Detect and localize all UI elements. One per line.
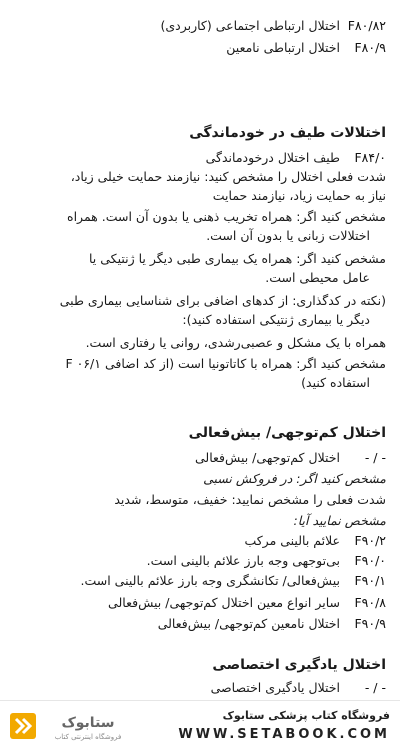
list-item — [6, 16, 386, 35]
code: F۹۰/۰ — [354, 553, 386, 568]
list-item — [6, 571, 386, 590]
code: - / - — [364, 450, 386, 465]
item-text: سایر انواع معین اختلال کم‌توجهی/ بیش‌فعالی — [108, 595, 340, 610]
item-text: بی‌توجهی وجه بارز علائم بالینی است. — [146, 553, 340, 568]
item-text: اختلال کم‌توجهی/ بیش‌فعالی — [194, 450, 340, 465]
list-item — [6, 448, 386, 467]
store-url[interactable]: WWW.SETABOOK.COM — [178, 727, 390, 742]
code: F۸۰/۸۲ — [347, 18, 386, 33]
section-heading: اختلال کم‌توجهی/ بیش‌فعالی — [188, 425, 386, 441]
text-line: اختلالات زبانی یا بدون آن است. — [206, 228, 370, 243]
store-name: فروشگاه کتاب پزشکی ستابوک — [222, 709, 390, 722]
list-item — [6, 38, 386, 57]
item-text: بیش‌فعالی/ تکانشگری وجه بارز علائم بالینی است. — [80, 573, 340, 588]
section-heading: اختلالات طیف در خودماندگی — [189, 125, 386, 141]
text-line: عامل محیطی است. — [265, 270, 370, 285]
setabook-logo — [8, 709, 128, 743]
text-line: همراه با یک مشکل و عصبی‌رشدی، روانی یا رفتاری است. — [85, 335, 386, 350]
text-line: مشخص کنید اگر: در فروکش نسبی — [203, 471, 386, 486]
list-item — [6, 551, 386, 570]
list-item — [6, 531, 386, 550]
text-line: شدت فعلی اختلال را مشخص کنید: نیازمند حمایت خیلی زیاد، — [70, 169, 386, 184]
code: F۹۰/۲ — [354, 533, 386, 548]
text-line: شدت فعلی را مشخص نمایید: خفیف، متوسط، شدید — [114, 492, 386, 507]
code: F۸۴/۰ — [354, 150, 386, 165]
text-line: (نکته در کدگذاری: از کدهای اضافی برای شناسایی بیماری طبی — [59, 293, 386, 308]
code: F۸۰/۹ — [354, 40, 386, 55]
list-item — [6, 148, 386, 167]
section-heading: اختلال یادگیری اختصاصی — [212, 657, 386, 673]
text-line: نیاز به حمایت زیاد، نیازمند حمایت — [212, 188, 386, 203]
item-text: اختلال نامعین کم‌توجهی/ بیش‌فعالی — [157, 616, 340, 631]
code: F۹۰/۱ — [354, 573, 386, 588]
text-line: دیگر یا بیماری ژنتیکی استفاده کنید): — [182, 312, 370, 327]
list-item — [6, 614, 386, 633]
list-item — [6, 593, 386, 612]
text-line: مشخص کنید اگر: همراه با کاتاتونیا است (از کد اضافی F ۰۶/۱ — [65, 356, 386, 371]
code: F۹۰/۸ — [354, 595, 386, 610]
item-text: اختلال ارتباطی نامعین — [226, 40, 340, 55]
logo-text: ستابوک — [61, 715, 115, 731]
code: - / - — [364, 680, 386, 695]
item-text: اختلال ارتباطی اجتماعی (کاربردی) — [160, 18, 340, 33]
logo-subtext: فروشگاه اینترنتی کتاب — [54, 733, 122, 741]
item-text: طیف اختلال درخودماندگی — [205, 150, 340, 165]
item-text: اختلال یادگیری اختصاصی — [210, 680, 340, 695]
text-line: مشخص کنید اگر: همراه تخریب ذهنی یا بدون آن است. همراه — [67, 209, 386, 224]
text-line: استفاده کنید) — [301, 375, 370, 390]
code: F۹۰/۹ — [354, 616, 386, 631]
item-text: علائم بالینی مرکب — [244, 533, 340, 548]
text-line: مشخص نمایید آیا: — [293, 513, 386, 528]
text-line: مشخص کنید اگر: همراه یک بیماری طبی دیگر یا ژنتیکی یا — [88, 251, 386, 266]
footer-banner — [0, 700, 400, 750]
list-item — [6, 678, 386, 697]
